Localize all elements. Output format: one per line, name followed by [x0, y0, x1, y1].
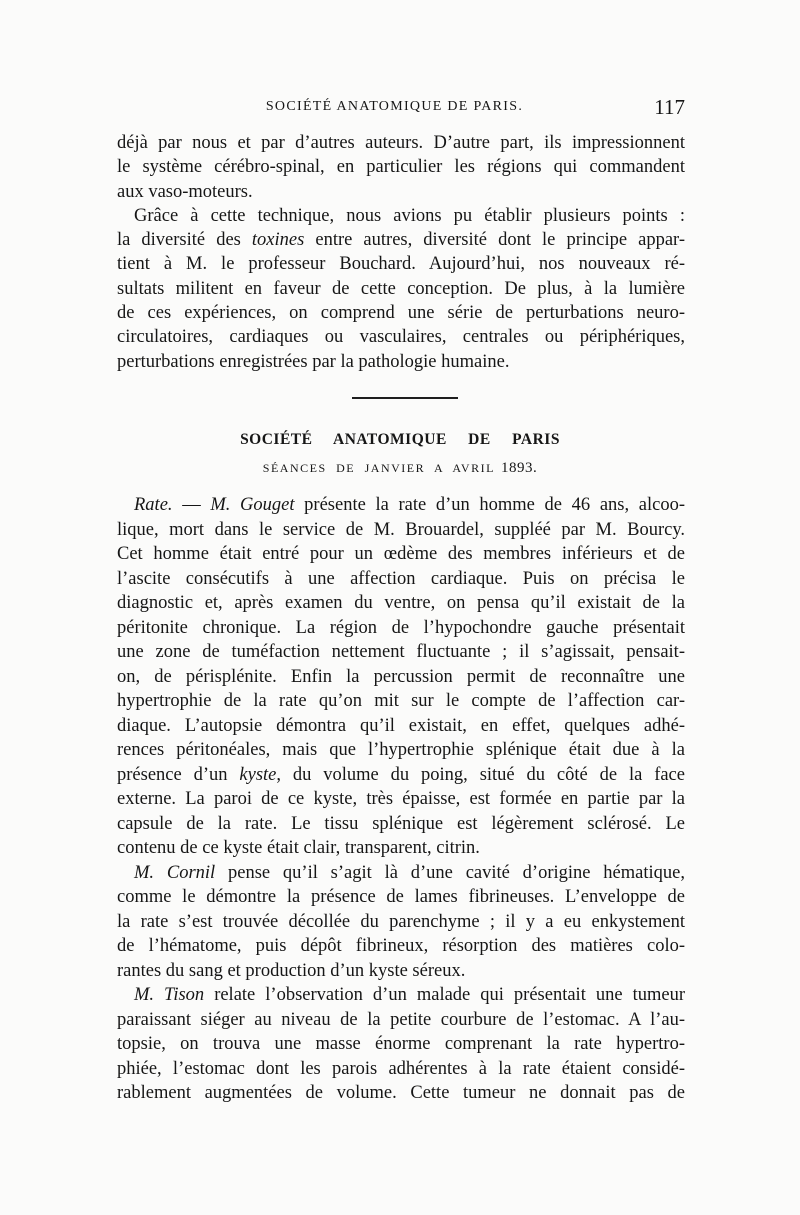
- section-title: SOCIÉTÉ ANATOMIQUE DE PARIS: [240, 431, 560, 448]
- section-divider: [352, 397, 458, 399]
- text-run: de ces expériences, on comprend une série de perturbations neuro-: [117, 303, 685, 324]
- text-line: [117, 787, 685, 812]
- text-line: [117, 542, 685, 567]
- text-line: [117, 228, 685, 252]
- text-line: [117, 983, 685, 1008]
- text-run: Cet homme était entré pour un œdème des membres inférieurs et de: [117, 544, 685, 564]
- running-title: SOCIÉTÉ ANATOMIQUE DE PARIS.: [265, 99, 524, 114]
- paragraph: [117, 493, 685, 861]
- text-line: [117, 1008, 685, 1033]
- text-line: [117, 885, 685, 910]
- page-number: 117: [654, 95, 685, 119]
- text-line: [117, 325, 685, 349]
- emphasis-text: toxines: [251, 230, 305, 251]
- text-run: déjà par nous et par d’autres auteurs. D’autre part, ils impressionnent: [117, 133, 685, 153]
- text-run: le système cérébro-spinal, en particulier les régions qui commandent: [117, 157, 685, 178]
- text-run: phiée, l’estomac dont les parois adhérentes à la rate étaient considé-: [117, 1058, 685, 1079]
- text-line: [117, 277, 685, 301]
- paragraph: [117, 204, 685, 374]
- text-run: pense qu’il s’agit là d’une cavité d’origine hématique,: [215, 862, 685, 883]
- text-line: [117, 640, 685, 665]
- text-line: [117, 155, 685, 179]
- text-run: sultats militent en faveur de cette conception. De plus, à la lumière: [117, 278, 685, 299]
- text-line: [117, 180, 685, 204]
- text-line: [117, 689, 685, 714]
- text-run: capsule de la rate. Le tissu splénique est légèrement sclérosé. Le: [117, 813, 685, 834]
- text-run: aux vaso-moteurs.: [117, 181, 253, 202]
- text-run: rences péritonéales, mais que l’hypertrophie splénique était due à la: [117, 740, 685, 760]
- text-run: , du volume du poing, situé du côté de la face: [276, 764, 685, 785]
- text-line: [117, 518, 685, 543]
- text-line: [117, 934, 685, 959]
- paragraph: [117, 983, 685, 1106]
- text-line: [117, 910, 685, 935]
- text-run: topsie, on trouva une masse énorme comprenant la rate hypertro-: [117, 1034, 685, 1054]
- section-subtitle: [0, 458, 800, 478]
- text-run: péritonite chronique. La région de l’hypochondre gauche présentait: [117, 617, 685, 638]
- text-run: hypertrophie de la rate qu’on mit sur le compte de l’affection car-: [117, 691, 685, 711]
- text-line: [117, 861, 685, 886]
- text-line: [117, 714, 685, 739]
- text-run: externe. La paroi de ce kyste, très épaisse, est formée en partie par la: [117, 789, 685, 809]
- text-run: présente la rate d’un homme de 46 ans, alcoo-: [294, 495, 685, 515]
- text-run: —: [172, 495, 211, 515]
- text-run: on, de périsplénite. Enfin la percussion permit de reconnaître une: [117, 666, 685, 687]
- text-line: [117, 836, 685, 861]
- text-run: de l’hématome, puis dépôt fibrineux, résorption des matières colo-: [117, 936, 685, 956]
- text-line: [117, 567, 685, 592]
- text-run: diagnostic et, après examen du ventre, on pensa qu’il existait de la: [117, 593, 685, 613]
- section-subtitle-year: 1893.: [500, 460, 538, 476]
- text-run: perturbations enregistrées par la pathologie humaine.: [117, 351, 510, 372]
- emphasis-text: M. Cornil: [134, 862, 216, 883]
- text-run: relate l’observation d’un malade qui présentait une tumeur: [204, 985, 685, 1005]
- text-run: comme le démontre la présence de lames fibrineuses. L’enveloppe de: [117, 887, 685, 907]
- text-run: circulatoires, cardiaques ou vasculaires, centrales ou périphériques,: [117, 327, 685, 348]
- text-run: présence d’un: [117, 764, 240, 785]
- text-run: rablement augmentées de volume. Cette tumeur ne donnait pas de: [117, 1083, 685, 1103]
- text-line: [117, 1081, 685, 1106]
- emphasis-text: M. Tison: [134, 985, 205, 1005]
- text-line: [117, 616, 685, 641]
- paragraph: [117, 131, 685, 204]
- text-run: contenu de ce kyste était clair, transparent, citrin.: [117, 838, 480, 858]
- text-line: [117, 252, 685, 276]
- text-run: diaque. L’autopsie démontra qu’il existait, en effet, quelques adhé-: [117, 715, 685, 736]
- paragraph: [117, 861, 685, 984]
- section-subtitle-label: SÉANCES DE JANVIER A AVRIL: [262, 461, 495, 475]
- text-line: [117, 763, 685, 788]
- text-run: entre autres, diversité dont le principe appar-: [304, 230, 685, 251]
- text-line: [117, 350, 685, 374]
- text-run: la diversité des: [117, 230, 252, 251]
- text-run: Grâce à cette technique, nous avions pu établir plusieurs points :: [134, 205, 685, 226]
- text-line: [117, 131, 685, 155]
- text-line: [117, 738, 685, 763]
- text-run: la rate s’est trouvée décollée du parenchyme ; il y a eu enkystement: [117, 911, 685, 932]
- text-line: [117, 591, 685, 616]
- text-run: rantes du sang et production d’un kyste séreux.: [117, 960, 466, 981]
- text-line: [117, 665, 685, 690]
- text-run: lique, mort dans le service de M. Brouardel, suppléé par M. Bourcy.: [117, 519, 685, 540]
- text-line: [117, 1057, 685, 1082]
- text-line: [117, 493, 685, 518]
- emphasis-text: M. Gouget: [210, 495, 295, 515]
- text-line: [117, 812, 685, 837]
- emphasis-text: Rate.: [134, 495, 173, 515]
- text-run: paraissant siéger au niveau de la petite courbure de l’estomac. A l’au-: [117, 1009, 685, 1030]
- text-run: une zone de tuméfaction nettement fluctuante ; il s’agissait, pensait-: [117, 642, 685, 662]
- text-line: [117, 204, 685, 228]
- text-run: tient à M. le professeur Bouchard. Aujourd’hui, nos nouveaux ré-: [117, 254, 685, 275]
- text-run: l’ascite consécutifs à une affection cardiaque. Puis on précisa le: [117, 568, 685, 589]
- intro-text: [117, 131, 685, 374]
- text-line: [117, 301, 685, 325]
- text-line: [117, 959, 685, 984]
- body-text: [117, 493, 685, 1106]
- text-line: [117, 1032, 685, 1057]
- emphasis-text: kyste: [239, 764, 277, 785]
